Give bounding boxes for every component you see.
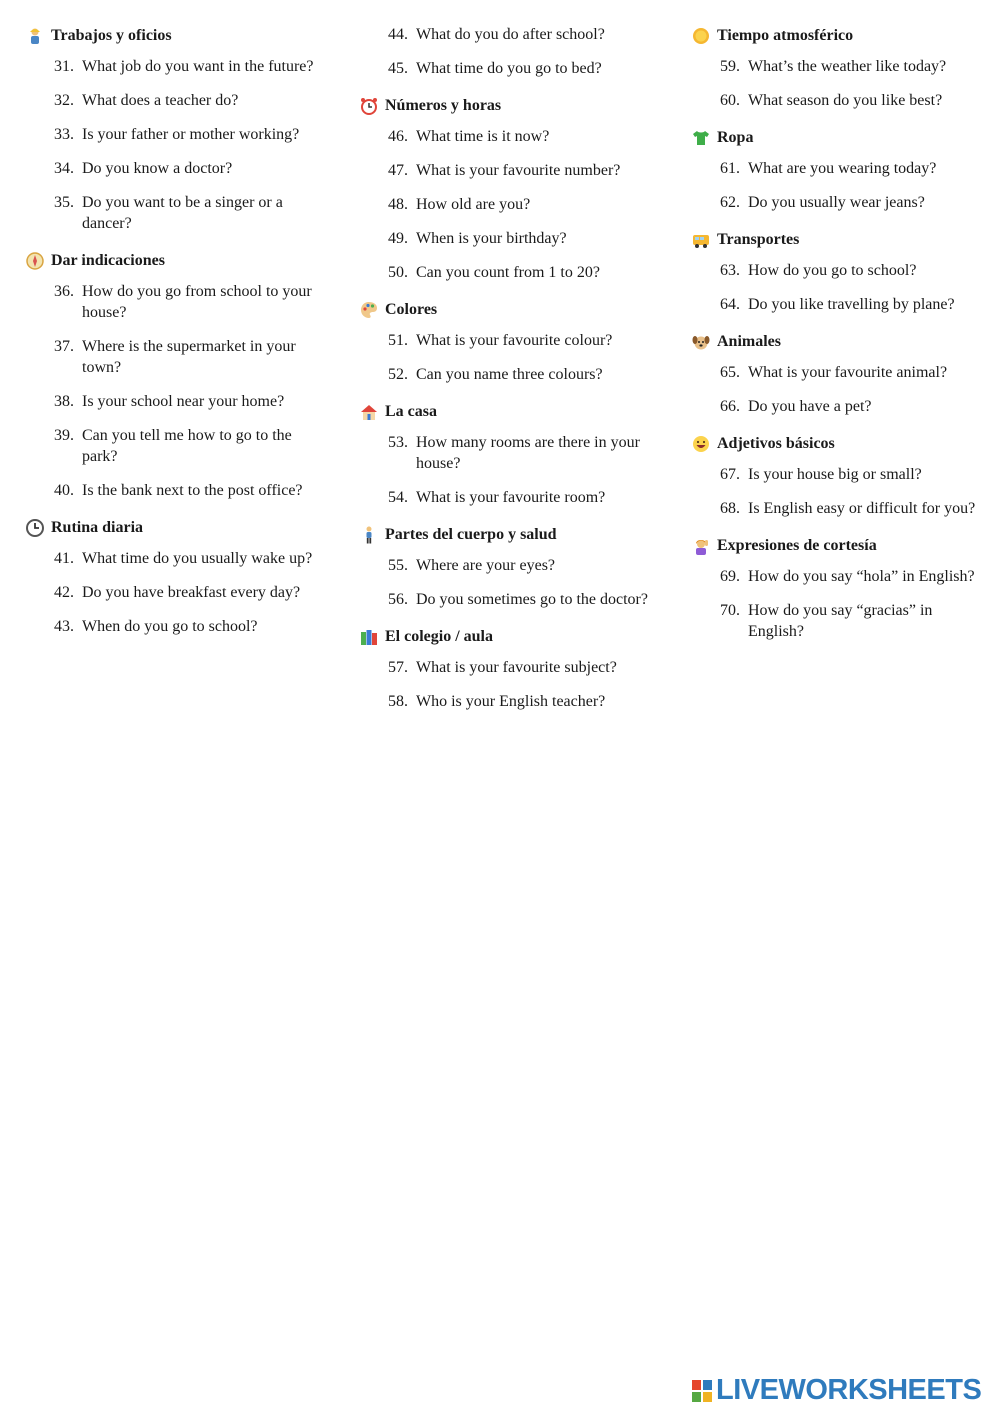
clock-icon bbox=[26, 519, 44, 537]
question-number: 55. bbox=[388, 557, 408, 574]
alarm-clock-icon bbox=[360, 97, 378, 115]
question-list bbox=[692, 362, 992, 417]
question-number: 44. bbox=[388, 26, 408, 43]
question-item bbox=[360, 228, 660, 249]
bus-icon bbox=[692, 231, 710, 249]
palette-icon bbox=[360, 301, 378, 319]
question-number: 39. bbox=[54, 427, 74, 444]
question-number: 69. bbox=[720, 568, 740, 585]
question-number: 34. bbox=[54, 160, 74, 177]
construction-worker-icon bbox=[26, 27, 44, 45]
compass-icon bbox=[26, 252, 44, 270]
section-heading bbox=[692, 532, 992, 560]
section-heading bbox=[360, 521, 660, 549]
question-text: Where is the supermarket in your town? bbox=[82, 338, 296, 376]
question-number: 45. bbox=[388, 60, 408, 77]
question-text: How do you say “hola” in English? bbox=[748, 568, 975, 585]
question-number: 42. bbox=[54, 584, 74, 601]
books-icon bbox=[360, 628, 378, 646]
question-item bbox=[360, 160, 660, 181]
question-item bbox=[360, 330, 660, 351]
question-item bbox=[360, 24, 660, 45]
liveworksheets-mark-icon bbox=[692, 1380, 712, 1402]
liveworksheets-wordmark: LIVEWORKSHEETS bbox=[716, 1374, 982, 1406]
section-title: Trabajos y oficios bbox=[51, 27, 172, 44]
continued-question-list bbox=[360, 24, 660, 79]
question-item bbox=[360, 194, 660, 215]
section-title: Transportes bbox=[717, 231, 800, 248]
question-number: 37. bbox=[54, 338, 74, 355]
question-text: What time is it now? bbox=[416, 128, 550, 145]
question-text: What season do you like best? bbox=[748, 92, 943, 109]
question-text: What is your favourite room? bbox=[416, 489, 606, 506]
section-heading bbox=[692, 430, 992, 458]
question-item bbox=[360, 555, 660, 576]
question-number: 66. bbox=[720, 398, 740, 415]
question-item bbox=[360, 589, 660, 610]
question-text: How do you go from school to your house? bbox=[82, 283, 312, 321]
section-heading bbox=[360, 398, 660, 426]
question-item bbox=[26, 391, 326, 412]
question-text: Who is your English teacher? bbox=[416, 693, 606, 710]
question-item bbox=[26, 548, 326, 569]
question-number: 32. bbox=[54, 92, 74, 109]
person-standing-icon bbox=[360, 526, 378, 544]
question-item bbox=[692, 294, 992, 315]
question-number: 38. bbox=[54, 393, 74, 410]
question-text: Do you sometimes go to the doctor? bbox=[416, 591, 648, 608]
question-number: 64. bbox=[720, 296, 740, 313]
question-list bbox=[360, 432, 660, 508]
question-item bbox=[26, 158, 326, 179]
section-title: Adjetivos básicos bbox=[717, 435, 835, 452]
question-text: What time do you go to bed? bbox=[416, 60, 602, 77]
question-text: Is your school near your home? bbox=[82, 393, 285, 410]
question-list bbox=[692, 260, 992, 315]
question-text: What’s the weather like today? bbox=[748, 58, 947, 75]
section-title: La casa bbox=[385, 403, 437, 420]
question-number: 63. bbox=[720, 262, 740, 279]
section-title: El colegio / aula bbox=[385, 628, 493, 645]
question-list bbox=[692, 158, 992, 213]
section-heading bbox=[26, 247, 326, 275]
column-3 bbox=[692, 22, 992, 655]
question-text: Is your father or mother working? bbox=[82, 126, 300, 143]
question-number: 51. bbox=[388, 332, 408, 349]
section-title: Animales bbox=[717, 333, 781, 350]
question-item bbox=[360, 487, 660, 508]
question-item bbox=[26, 192, 326, 234]
question-item bbox=[360, 126, 660, 147]
house-icon bbox=[360, 403, 378, 421]
question-text: What does a teacher do? bbox=[82, 92, 239, 109]
question-text: Is your house big or small? bbox=[748, 466, 922, 483]
question-list bbox=[360, 330, 660, 385]
question-list bbox=[692, 464, 992, 519]
question-item bbox=[692, 192, 992, 213]
section-heading bbox=[692, 328, 992, 356]
question-number: 60. bbox=[720, 92, 740, 109]
question-number: 36. bbox=[54, 283, 74, 300]
question-number: 65. bbox=[720, 364, 740, 381]
question-text: Is the bank next to the post office? bbox=[82, 482, 303, 499]
section-title: Dar indicaciones bbox=[51, 252, 165, 269]
question-text: Do you like travelling by plane? bbox=[748, 296, 955, 313]
question-text: What job do you want in the future? bbox=[82, 58, 314, 75]
question-item bbox=[692, 566, 992, 587]
column-1 bbox=[26, 22, 326, 650]
question-list bbox=[360, 126, 660, 283]
section-title: Números y horas bbox=[385, 97, 502, 114]
question-number: 53. bbox=[388, 434, 408, 451]
question-number: 56. bbox=[388, 591, 408, 608]
grinning-face-icon bbox=[692, 435, 710, 453]
question-item bbox=[692, 158, 992, 179]
question-number: 47. bbox=[388, 162, 408, 179]
question-text: When is your birthday? bbox=[416, 230, 567, 247]
question-item bbox=[26, 480, 326, 501]
question-text: How do you say “gracias” in English? bbox=[748, 602, 933, 640]
question-item bbox=[692, 56, 992, 77]
question-item bbox=[26, 425, 326, 467]
section-title: Colores bbox=[385, 301, 438, 318]
sun-icon bbox=[692, 27, 710, 45]
question-number: 50. bbox=[388, 264, 408, 281]
section-heading bbox=[692, 22, 992, 50]
question-item bbox=[26, 582, 326, 603]
question-list bbox=[692, 566, 992, 642]
question-text: Can you tell me how to go to the park? bbox=[82, 427, 292, 465]
section-heading bbox=[360, 623, 660, 651]
question-number: 49. bbox=[388, 230, 408, 247]
liveworksheets-logo bbox=[692, 1374, 981, 1407]
question-text: Can you name three colours? bbox=[416, 366, 603, 383]
question-item bbox=[692, 362, 992, 383]
question-text: What is your favourite colour? bbox=[416, 332, 613, 349]
section-heading bbox=[692, 226, 992, 254]
question-text: Do you usually wear jeans? bbox=[748, 194, 925, 211]
question-number: 61. bbox=[720, 160, 740, 177]
t-shirt-icon bbox=[692, 129, 710, 147]
section-title: Rutina diaria bbox=[51, 519, 144, 536]
question-number: 54. bbox=[388, 489, 408, 506]
question-number: 31. bbox=[54, 58, 74, 75]
dog-face-icon bbox=[692, 333, 710, 351]
section-heading bbox=[360, 92, 660, 120]
question-item bbox=[360, 432, 660, 474]
question-number: 58. bbox=[388, 693, 408, 710]
question-list bbox=[360, 555, 660, 610]
question-text: What time do you usually wake up? bbox=[82, 550, 313, 567]
question-text: How do you go to school? bbox=[748, 262, 917, 279]
question-item bbox=[692, 396, 992, 417]
question-item bbox=[360, 262, 660, 283]
column-2 bbox=[360, 22, 660, 725]
question-text: What is your favourite subject? bbox=[416, 659, 617, 676]
question-item bbox=[692, 260, 992, 281]
section-heading bbox=[26, 514, 326, 542]
question-item bbox=[692, 90, 992, 111]
question-text: How old are you? bbox=[416, 196, 531, 213]
question-item bbox=[360, 364, 660, 385]
question-list bbox=[26, 548, 326, 637]
question-number: 43. bbox=[54, 618, 74, 635]
section-heading bbox=[360, 296, 660, 324]
question-text: Is English easy or difficult for you? bbox=[748, 500, 976, 517]
question-item bbox=[26, 281, 326, 323]
section-title: Tiempo atmosférico bbox=[717, 27, 854, 44]
question-text: When do you go to school? bbox=[82, 618, 258, 635]
question-list bbox=[26, 281, 326, 501]
question-text: Where are your eyes? bbox=[416, 557, 556, 574]
question-text: What do you do after school? bbox=[416, 26, 605, 43]
question-text: Do you want to be a singer or a dancer? bbox=[82, 194, 283, 232]
question-number: 57. bbox=[388, 659, 408, 676]
question-list bbox=[26, 56, 326, 234]
question-item bbox=[26, 336, 326, 378]
question-number: 70. bbox=[720, 602, 740, 619]
section-title: Partes del cuerpo y salud bbox=[385, 526, 557, 543]
question-item bbox=[26, 56, 326, 77]
question-number: 68. bbox=[720, 500, 740, 517]
question-item bbox=[692, 600, 992, 642]
question-number: 41. bbox=[54, 550, 74, 567]
question-list bbox=[692, 56, 992, 111]
question-number: 67. bbox=[720, 466, 740, 483]
question-item bbox=[692, 464, 992, 485]
question-text: How many rooms are there in your house? bbox=[416, 434, 640, 472]
question-item bbox=[26, 616, 326, 637]
question-item bbox=[26, 124, 326, 145]
question-number: 35. bbox=[54, 194, 74, 211]
question-item bbox=[360, 58, 660, 79]
question-item bbox=[360, 657, 660, 678]
question-text: Do you know a doctor? bbox=[82, 160, 233, 177]
question-number: 62. bbox=[720, 194, 740, 211]
question-text: What is your favourite number? bbox=[416, 162, 621, 179]
question-item bbox=[692, 498, 992, 519]
question-number: 40. bbox=[54, 482, 74, 499]
question-number: 33. bbox=[54, 126, 74, 143]
section-heading bbox=[26, 22, 326, 50]
question-text: Do you have breakfast every day? bbox=[82, 584, 301, 601]
question-number: 48. bbox=[388, 196, 408, 213]
waving-person-icon bbox=[692, 537, 710, 555]
question-list bbox=[360, 657, 660, 712]
section-title: Expresiones de cortesía bbox=[717, 537, 877, 554]
section-heading bbox=[692, 124, 992, 152]
question-number: 52. bbox=[388, 366, 408, 383]
question-number: 59. bbox=[720, 58, 740, 75]
question-text: Do you have a pet? bbox=[748, 398, 872, 415]
question-item bbox=[360, 691, 660, 712]
question-text: What is your favourite animal? bbox=[748, 364, 948, 381]
question-item bbox=[26, 90, 326, 111]
section-title: Ropa bbox=[717, 129, 754, 146]
question-text: What are you wearing today? bbox=[748, 160, 937, 177]
question-number: 46. bbox=[388, 128, 408, 145]
question-text: Can you count from 1 to 20? bbox=[416, 264, 600, 281]
